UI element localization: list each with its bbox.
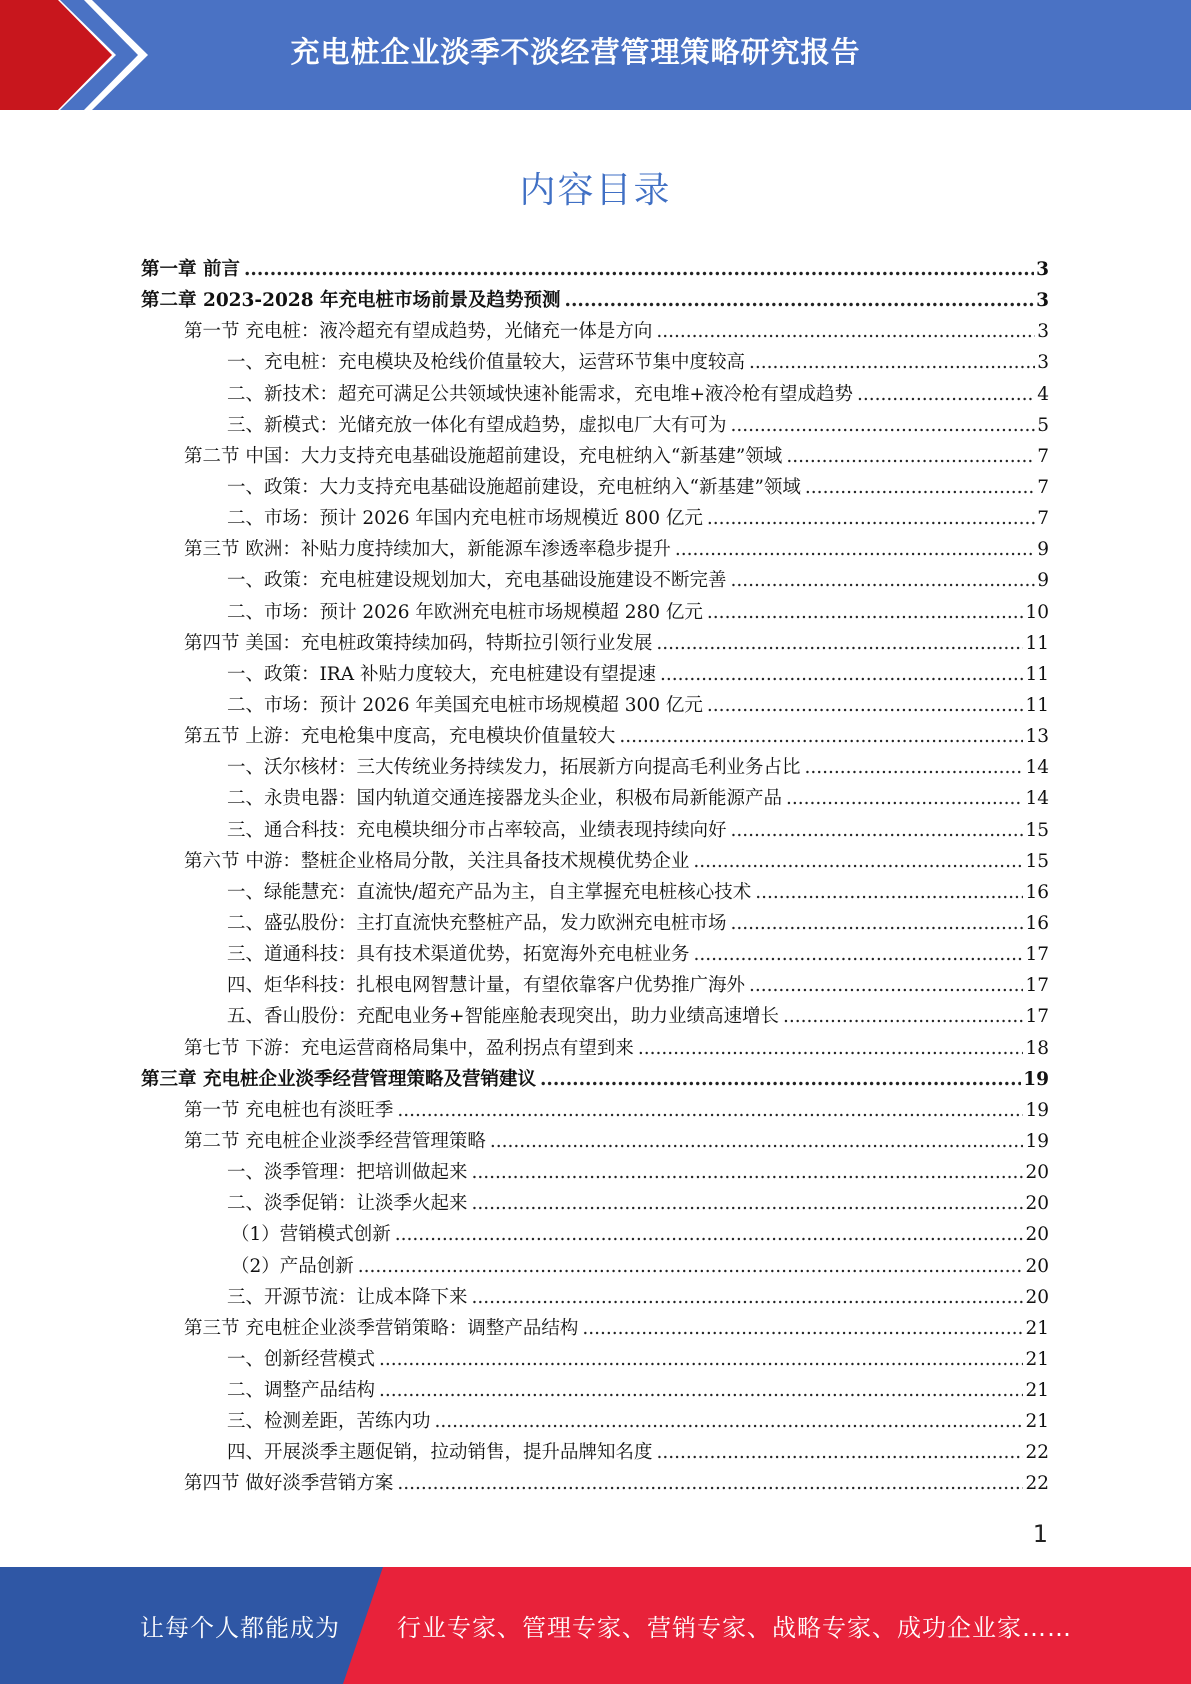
toc-entry-page: 20	[1025, 1286, 1049, 1308]
toc-entry-page: 14	[1025, 788, 1049, 810]
toc-entry[interactable]	[141, 1344, 1049, 1375]
toc-entry-title: 第一节 充电桩：液冷超充有望成趋势，光储充一体是方向	[184, 321, 653, 343]
toc-entry-title: 一、充电桩：充电模块及枪线价值量较大，运营环节集中度较高	[227, 352, 746, 374]
toc-entry-page: 3	[1036, 290, 1049, 312]
toc-entry-page: 20	[1025, 1255, 1049, 1277]
toc-dot-leader	[731, 815, 1024, 846]
toc-dot-leader	[540, 1064, 1021, 1095]
toc-entry[interactable]	[141, 1219, 1049, 1250]
toc-entry-title: 一、政策：IRA 补贴力度较大，充电桩建设有望提速	[227, 663, 656, 685]
footer-banner	[0, 1567, 1191, 1684]
toc-entry[interactable]	[141, 254, 1049, 285]
header-bar	[0, 0, 1191, 110]
toc-dot-leader	[783, 1001, 1023, 1032]
toc-entry-title: 第四节 做好淡季营销方案	[184, 1473, 394, 1495]
toc-entry-title: 三、新模式：光储充放一体化有望成趋势，虚拟电厂大有可为	[227, 414, 727, 436]
toc-dot-leader	[857, 379, 1035, 410]
toc-dot-leader	[379, 1375, 1023, 1406]
toc-dot-leader	[707, 597, 1024, 628]
toc-entry[interactable]	[141, 1033, 1049, 1064]
toc-entry-page: 7	[1037, 445, 1049, 467]
toc-dot-leader	[657, 1437, 1024, 1468]
toc-entry-title: 二、盛弘股份：主打直流快充整桩产品，发力欧洲充电桩市场	[227, 912, 727, 934]
toc-entry-title: 一、绿能慧充：直流快/超充产品为主，自主掌握充电桩核心技术	[227, 881, 752, 903]
toc-dot-leader	[379, 1344, 1023, 1375]
toc-entry-page: 21	[1025, 1411, 1049, 1433]
toc-dot-leader	[694, 939, 1024, 970]
table-of-contents	[141, 254, 1049, 1500]
toc-entry-page: 18	[1025, 1037, 1049, 1059]
toc-entry[interactable]	[141, 908, 1049, 939]
toc-entry-page: 15	[1025, 819, 1049, 841]
toc-entry-page: 11	[1025, 632, 1049, 654]
toc-entry-page: 7	[1037, 508, 1049, 530]
toc-entry-page: 15	[1025, 850, 1049, 872]
toc-dot-leader	[490, 1126, 1024, 1157]
toc-entry-title: 三、开源节流：让成本降下来	[227, 1286, 468, 1308]
toc-dot-leader	[731, 908, 1024, 939]
toc-entry[interactable]	[141, 690, 1049, 721]
toc-entry-page: 20	[1025, 1162, 1049, 1184]
toc-entry-title: 二、市场：预计 2026 年美国充电桩市场规模超 300 亿元	[227, 694, 703, 716]
toc-entry-title: 三、道通科技：具有技术渠道优势，拓宽海外充电桩业务	[227, 944, 690, 966]
toc-entry[interactable]	[141, 1126, 1049, 1157]
toc-entry-page: 3	[1037, 352, 1049, 374]
toc-entry-page: 21	[1025, 1348, 1049, 1370]
toc-entry-page: 16	[1025, 912, 1049, 934]
toc-entry-page: 16	[1025, 881, 1049, 903]
toc-entry-page: 9	[1037, 539, 1049, 561]
toc-entry[interactable]	[141, 877, 1049, 908]
toc-entry[interactable]	[141, 752, 1049, 783]
toc-entry-title: 四、开展淡季主题促销，拉动销售，提升品牌知名度	[227, 1442, 653, 1464]
toc-entry[interactable]	[141, 565, 1049, 596]
toc-entry[interactable]	[141, 1313, 1049, 1344]
toc-dot-leader	[638, 1033, 1024, 1064]
toc-dot-leader	[786, 441, 1035, 472]
footer-slogan-right: 行业专家、管理专家、营销专家、战略专家、成功企业家……	[397, 1614, 1072, 1642]
toc-entry-page: 14	[1025, 757, 1049, 779]
toc-entry-title: 五、香山股份：充配电业务+智能座舱表现突出，助力业绩高速增长	[227, 1006, 780, 1028]
toc-entry-page: 20	[1025, 1193, 1049, 1215]
toc-entry[interactable]	[141, 1406, 1049, 1437]
toc-dot-leader	[707, 690, 1024, 721]
toc-dot-leader	[731, 410, 1036, 441]
toc-dot-leader	[244, 254, 1034, 285]
toc-entry-page: 21	[1025, 1380, 1049, 1402]
toc-entry-title: 二、永贵电器：国内轨道交通连接器龙头企业，积极布局新能源产品	[227, 788, 783, 810]
toc-entry-title: 第三章 充电桩企业淡季经营管理策略及营销建议	[141, 1068, 536, 1090]
toc-entry[interactable]	[141, 970, 1049, 1001]
toc-entry[interactable]	[141, 1064, 1049, 1095]
toc-entry-page: 5	[1037, 414, 1049, 436]
toc-entry-page: 7	[1037, 476, 1049, 498]
toc-entry-page: 9	[1037, 570, 1049, 592]
toc-dot-leader	[707, 503, 1035, 534]
toc-entry-page: 19	[1025, 1130, 1049, 1152]
toc-dot-leader	[565, 285, 1035, 316]
toc-entry-page: 21	[1025, 1317, 1049, 1339]
toc-dot-leader	[619, 721, 1023, 752]
toc-dot-leader	[397, 1095, 1023, 1126]
toc-entry-page: 3	[1036, 259, 1049, 280]
toc-dot-leader	[749, 970, 1023, 1001]
toc-entry-title: 二、市场：预计 2026 年欧洲充电桩市场规模超 280 亿元	[227, 601, 703, 623]
toc-entry[interactable]	[141, 410, 1049, 441]
toc-entry[interactable]	[141, 659, 1049, 690]
toc-entry-title: 一、沃尔核材：三大传统业务持续发力，拓展新方向提高毛利业务占比	[227, 757, 801, 779]
toc-entry-title: 二、市场：预计 2026 年国内充电桩市场规模近 800 亿元	[227, 508, 703, 530]
toc-entry-title: 二、淡季促销：让淡季火起来	[227, 1193, 468, 1215]
toc-dot-leader	[472, 1282, 1024, 1313]
toc-entry-title: 第四节 美国：充电桩政策持续加码，特斯拉引领行业发展	[184, 632, 653, 654]
toc-entry-title: 四、炬华科技：扎根电网智慧计量，有望依靠客户优势推广海外	[227, 975, 746, 997]
toc-entry-page: 11	[1025, 694, 1049, 716]
toc-entry[interactable]	[141, 534, 1049, 565]
toc-entry[interactable]	[141, 939, 1049, 970]
toc-entry-title: （2）产品创新	[231, 1255, 354, 1277]
toc-entry-page: 3	[1037, 321, 1049, 343]
toc-entry-page: 4	[1037, 383, 1049, 405]
footer-slogan-left: 让每个人都能成为	[140, 1614, 340, 1642]
toc-entry[interactable]	[141, 316, 1049, 347]
toc-dot-leader	[472, 1157, 1024, 1188]
toc-entry[interactable]	[141, 597, 1049, 628]
toc-entry-title: 第一章 前言	[141, 259, 240, 280]
toc-entry[interactable]	[141, 721, 1049, 752]
toc-entry[interactable]	[141, 1188, 1049, 1219]
toc-dot-leader	[675, 534, 1035, 565]
toc-dot-leader	[656, 628, 1023, 659]
toc-dot-leader	[660, 659, 1023, 690]
toc-entry-page: 19	[1025, 1099, 1049, 1121]
toc-entry-page: 17	[1025, 944, 1049, 966]
toc-entry-title: 第五节 上游：充电枪集中度高，充电模块价值量较大	[184, 726, 616, 748]
toc-entry[interactable]	[141, 1157, 1049, 1188]
toc-entry-page: 19	[1023, 1068, 1049, 1090]
header-arrow-decoration	[0, 0, 150, 110]
toc-entry[interactable]	[141, 846, 1049, 877]
toc-entry[interactable]	[141, 347, 1049, 378]
toc-entry[interactable]	[141, 628, 1049, 659]
toc-entry[interactable]	[141, 783, 1049, 814]
toc-entry-title: 第六节 中游：整桩企业格局分散，关注具备技术规模优势企业	[184, 850, 690, 872]
toc-entry[interactable]	[141, 1282, 1049, 1313]
page-number: 1	[1032, 1520, 1048, 1548]
toc-entry-title: 第二节 充电桩企业淡季经营管理策略	[184, 1130, 486, 1152]
toc-entry-page: 17	[1025, 1006, 1049, 1028]
toc-entry-page: 11	[1025, 663, 1049, 685]
toc-heading: 内容目录	[519, 170, 672, 211]
toc-entry-title: 二、调整产品结构	[227, 1380, 376, 1402]
toc-entry-title: 第二节 中国：大力支持充电基础设施超前建设，充电桩纳入“新基建”领域	[184, 445, 783, 467]
toc-dot-leader	[397, 1468, 1023, 1499]
toc-entry-title: 第三节 充电桩企业淡季营销策略：调整产品结构	[184, 1317, 579, 1339]
toc-entry[interactable]	[141, 1468, 1049, 1499]
toc-entry-page: 13	[1025, 726, 1049, 748]
toc-entry[interactable]	[141, 285, 1049, 316]
toc-entry-title: 二、新技术：超充可满足公共领域快速补能需求，充电堆+液冷枪有望成趋势	[227, 383, 854, 405]
report-title: 充电桩企业淡季不淡经营管理策略研究报告	[290, 34, 861, 69]
toc-entry-title: 一、政策：充电桩建设规划加大，充电基础设施建设不断完善	[227, 570, 727, 592]
toc-dot-leader	[472, 1188, 1024, 1219]
toc-dot-leader	[731, 565, 1036, 596]
toc-entry-title: 一、创新经营模式	[227, 1348, 376, 1370]
toc-entry-page: 22	[1025, 1442, 1049, 1464]
toc-entry[interactable]	[141, 472, 1049, 503]
toc-entry[interactable]	[141, 1095, 1049, 1126]
toc-entry-title: 第一节 充电桩也有淡旺季	[184, 1099, 394, 1121]
toc-entry-title: 第七节 下游：充电运营商格局集中，盈利拐点有望到来	[184, 1037, 634, 1059]
toc-entry[interactable]	[141, 815, 1049, 846]
toc-entry[interactable]	[141, 379, 1049, 410]
toc-entry[interactable]	[141, 1375, 1049, 1406]
toc-dot-leader	[656, 316, 1035, 347]
toc-dot-leader	[805, 752, 1024, 783]
toc-entry-title: 三、通合科技：充电模块细分市占率较高，业绩表现持续向好	[227, 819, 727, 841]
toc-entry-title: 一、政策：大力支持充电基础设施超前建设，充电桩纳入“新基建”领域	[227, 476, 801, 498]
toc-dot-leader	[395, 1219, 1024, 1250]
toc-dot-leader	[805, 472, 1035, 503]
toc-entry-page: 17	[1025, 975, 1049, 997]
toc-entry-title: 一、淡季管理：把培训做起来	[227, 1162, 468, 1184]
toc-dot-leader	[749, 347, 1035, 378]
toc-entry-page: 10	[1025, 601, 1049, 623]
toc-dot-leader	[755, 877, 1023, 908]
toc-entry-title: （1）营销模式创新	[231, 1224, 391, 1246]
toc-entry[interactable]	[141, 441, 1049, 472]
toc-entry-page: 22	[1025, 1473, 1049, 1495]
toc-entry[interactable]	[141, 1437, 1049, 1468]
toc-entry[interactable]	[141, 1251, 1049, 1282]
toc-entry-title: 第二章 2023-2028 年充电桩市场前景及趋势预测	[141, 290, 561, 312]
toc-entry-title: 第三节 欧洲：补贴力度持续加大，新能源车渗透率稳步提升	[184, 539, 671, 561]
toc-dot-leader	[582, 1313, 1023, 1344]
toc-entry[interactable]	[141, 1001, 1049, 1032]
toc-entry-title: 三、检测差距，苦练内功	[227, 1411, 431, 1433]
toc-entry-page: 20	[1025, 1224, 1049, 1246]
toc-entry[interactable]	[141, 503, 1049, 534]
toc-dot-leader	[435, 1406, 1024, 1437]
toc-dot-leader	[786, 783, 1023, 814]
toc-dot-leader	[693, 846, 1023, 877]
toc-dot-leader	[358, 1251, 1024, 1282]
